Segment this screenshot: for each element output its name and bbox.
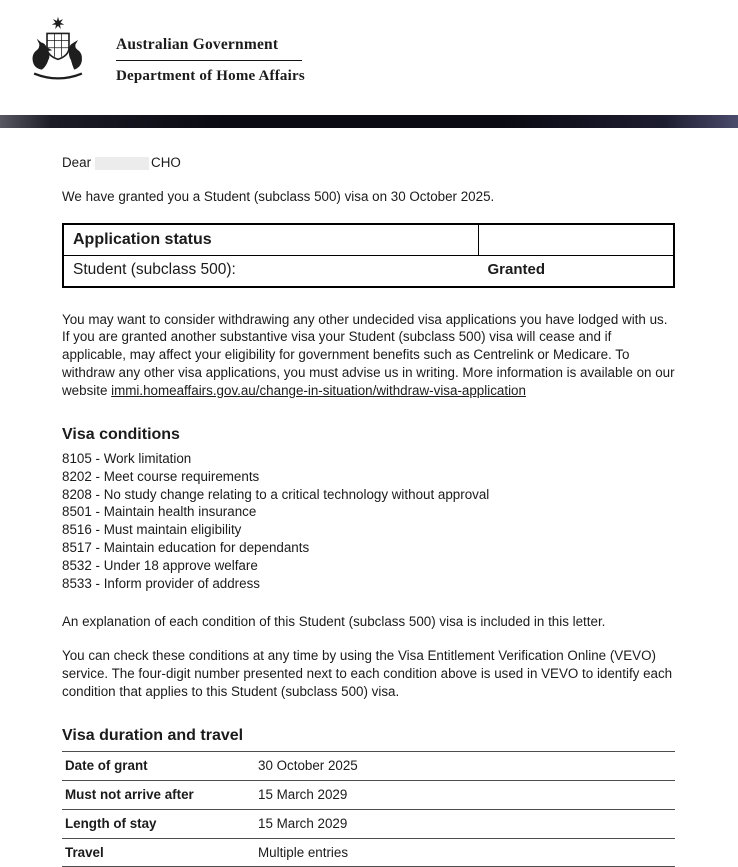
- coat-of-arms-icon: [14, 14, 102, 89]
- department-name: Department of Home Affairs: [116, 68, 305, 84]
- duration-value: Multiple entries: [255, 838, 675, 867]
- duration-row: [62, 780, 675, 809]
- condition-item: 8533 - Inform provider of address: [62, 575, 260, 591]
- condition-item: 8208 - No study change relating to a critical technology without approval: [62, 486, 490, 502]
- duration-label: Travel: [62, 838, 255, 867]
- status-granted-value: Granted: [487, 261, 545, 279]
- duration-table: [62, 751, 675, 867]
- agency-names: [116, 36, 305, 85]
- government-name: Australian Government: [116, 36, 279, 53]
- condition-item: 8517 - Maintain education for dependants: [62, 540, 310, 556]
- vevo-paragraph: You can check these conditions at any time by using the Visa Entitlement Verification Online (VEVO) service. The four-digit number presented next to each condition above is used in VEVO to identify each condition that applies to this Student (subclass 500) visa.: [62, 648, 673, 700]
- gradient-band: [0, 115, 738, 128]
- application-status-row: [63, 255, 674, 286]
- application-status-header-row: [63, 224, 674, 256]
- duration-row: [62, 838, 675, 867]
- visa-conditions-list: [62, 450, 675, 593]
- salutation: [62, 154, 675, 172]
- withdraw-paragraph: [62, 311, 675, 400]
- condition-item: 8501 - Maintain health insurance: [62, 504, 257, 520]
- duration-label: Length of stay: [62, 809, 255, 838]
- withdraw-text: You may want to consider withdrawing any other undecided visa applications you have lodged with us. If you are granted another substantive visa your Student (subclass 500) visa will cease and if applicable, may affect your eligibility for government benefits such as Centrelink or Medicare. To withdraw any other visa applications, you must advise us in writing. More information is available on our website: [62, 311, 675, 398]
- salutation-prefix: Dear: [62, 155, 92, 170]
- duration-value: 30 October 2025: [255, 752, 675, 781]
- withdraw-link[interactable]: immi.homeaffairs.gov.au/change-in-situation/withdraw-visa-application: [111, 382, 526, 398]
- duration-row: [62, 809, 675, 838]
- application-status-title: Application status: [63, 224, 478, 256]
- duration-label: Must not arrive after: [62, 780, 255, 809]
- condition-item: 8105 - Work limitation: [62, 450, 192, 466]
- duration-value: 15 March 2029: [255, 809, 675, 838]
- application-status-header-spacer: [478, 224, 674, 256]
- letterhead-divider: [116, 60, 302, 61]
- visa-duration-heading: Visa duration and travel: [62, 726, 244, 744]
- letter-body: [0, 128, 738, 867]
- condition-item: 8516 - Must maintain eligibility: [62, 522, 242, 538]
- letterhead: [0, 0, 738, 89]
- visa-type-label: Student (subclass 500):: [73, 260, 236, 278]
- application-status-table: [62, 223, 675, 288]
- duration-value: 15 March 2029: [255, 780, 675, 809]
- intro-paragraph: We have granted you a Student (subclass 500) visa on 30 October 2025.: [62, 188, 495, 204]
- condition-item: 8532 - Under 18 approve welfare: [62, 557, 258, 573]
- duration-row: [62, 752, 675, 781]
- condition-item: 8202 - Meet course requirements: [62, 468, 260, 484]
- duration-label: Date of grant: [62, 752, 255, 781]
- redacted-name-box: [95, 157, 149, 170]
- explanation-paragraph: An explanation of each condition of this Student (subclass 500) visa is included in this letter.: [62, 613, 606, 629]
- visa-conditions-heading: Visa conditions: [62, 425, 180, 443]
- salutation-name: CHO: [151, 155, 181, 170]
